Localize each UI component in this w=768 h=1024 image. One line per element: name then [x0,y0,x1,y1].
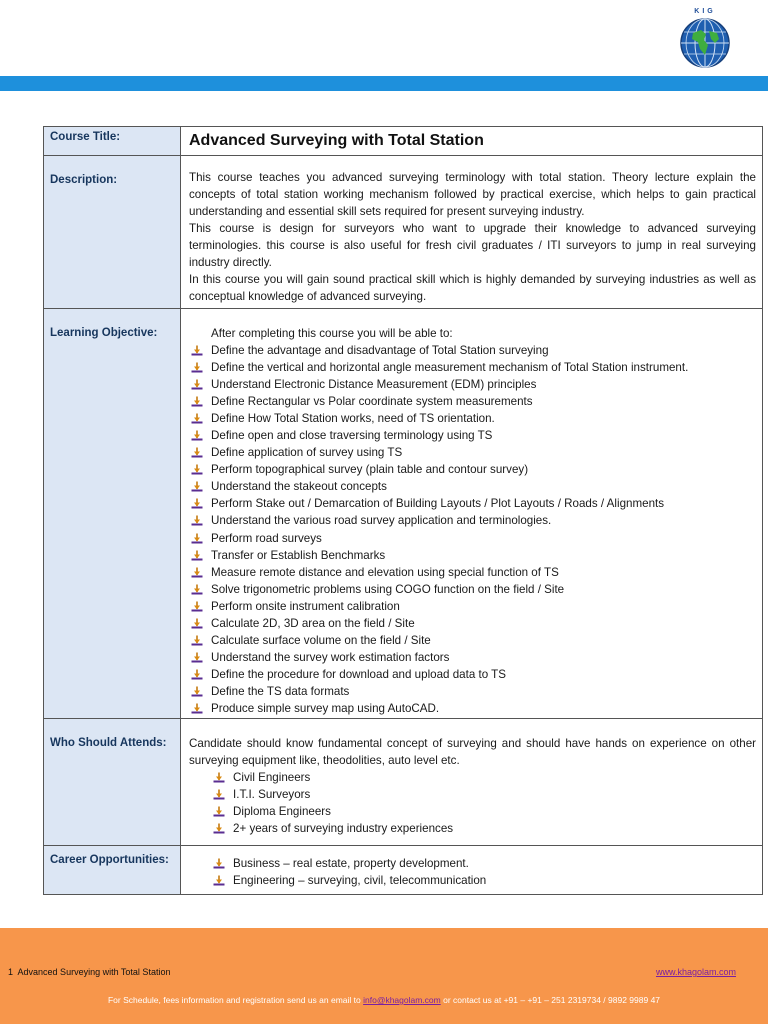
arrow-bullet-icon [191,550,203,561]
objective-intro: After completing this course you will be able to: [211,327,453,340]
row-learning-objective [44,309,763,719]
row-who-should-attend [44,719,763,846]
objective-item [189,342,756,359]
arrow-bullet-icon [191,447,203,458]
footer-doc-title: Advanced Surveying with Total Station [17,967,171,977]
arrow-bullet-icon [213,823,225,834]
objective-item-text: Transfer or Establish Benchmarks [211,548,386,562]
arrow-bullet-icon [213,789,225,800]
contact-prefix: For Schedule, fees information and registration send us an email to [107,995,361,1005]
arrow-bullet-icon [191,464,203,475]
objective-item [189,512,756,529]
attendee-item [211,769,756,786]
objective-item [189,530,756,547]
footer-contact [0,995,768,1005]
objectives-list [189,342,756,717]
globe-icon [679,17,731,69]
logo-text: KIG [694,8,716,15]
objective-item-text: Define application of survey using TS [211,446,403,460]
objective-item [189,615,756,632]
objective-item [189,359,756,376]
arrow-bullet-icon [213,806,225,817]
objective-item [189,700,756,717]
objective-item-text: Define open and close traversing terminology using TS [211,429,493,443]
course-title-cell [181,127,763,156]
objective-item [189,444,756,461]
arrow-bullet-icon [213,875,225,886]
arrow-bullet-icon [191,413,203,424]
objective-item [189,683,756,700]
attendee-item [211,786,756,803]
objective-item-text: Understand the survey work estimation factors [211,650,450,664]
arrow-bullet-icon [191,567,203,578]
attendee-item-text: Civil Engineers [233,771,311,785]
arrow-bullet-icon [191,601,203,612]
objective-item [189,461,756,478]
objective-item-text: Understand the stakeout concepts [211,480,387,494]
arrow-bullet-icon [191,584,203,595]
objective-item-text: Measure remote distance and elevation using special function of TS [211,565,559,579]
arrow-bullet-icon [191,703,203,714]
objective-item-text: Produce simple survey map using AutoCAD. [211,701,440,715]
objective-item-text: Define Rectangular vs Polar coordinate system measurements [211,395,533,409]
objective-item [189,632,756,649]
contact-suffix: or contact us at +91 – +91 – 251 2319734 / 9892 9989 47 [443,995,661,1005]
attend-intro: Candidate should know fundamental concept of surveying and should have hands on experience on other surveying equipment like, theodolities, auto level etc. [189,737,756,768]
footer-title [8,967,170,977]
arrow-bullet-icon [191,396,203,407]
row-description [44,156,763,309]
objective-item-text: Understand the various road survey application and terminologies. [211,514,552,528]
objective-item [189,478,756,495]
objective-item-text: Define the advantage and disadvantage of Total Station surveying [211,344,549,357]
objective-item [189,564,756,581]
objective-item-text: Perform topographical survey (plain table and contour survey) [211,463,529,477]
objective-item-text: Understand Electronic Distance Measurement (EDM) principles [211,378,537,392]
page-number: 1 [8,967,14,977]
attendee-item [211,803,756,820]
objective-item-text: Define the vertical and horizontal angle measurement mechanism of Total Station instrument. [211,361,689,375]
objective-item-text: Solve trigonometric problems using COGO function on the field / Site [211,582,565,596]
arrow-bullet-icon [191,345,203,356]
objective-item [189,547,756,564]
who-should-attend-label: Who Should Attends: [44,719,181,846]
row-course-title [44,127,763,156]
objective-item [189,666,756,683]
header-band [0,76,768,91]
arrow-bullet-icon [191,481,203,492]
objective-item [189,427,756,444]
email-link[interactable]: info@khagolam.com [363,995,441,1005]
arrow-bullet-icon [213,858,225,869]
arrow-bullet-icon [191,618,203,629]
row-career [44,846,763,895]
company-logo [676,8,734,70]
attendee-item-text: I.T.I. Surveyors [233,788,311,802]
career-label: Career Opportunities: [44,846,181,895]
attendee-item [211,820,756,837]
career-item-text: Business – real estate, property development. [233,857,469,871]
arrow-bullet-icon [191,669,203,680]
objective-item [189,649,756,666]
arrow-bullet-icon [191,515,203,526]
learning-objective-cell [181,309,763,719]
objective-item [189,376,756,393]
career-cell [181,846,763,895]
objective-item [189,598,756,615]
page-footer [0,928,768,1024]
objective-item [189,581,756,598]
description-paragraph: This course teaches you advanced surveying terminology with total station. Theory lecture explain the concepts of total station working mechanism followed by practical exercise, which helps to gain practical understanding and essential skill sets required for present surveying industry. [189,171,756,218]
arrow-bullet-icon [191,430,203,441]
objective-item [189,393,756,410]
objective-item-text: Perform road surveys [211,531,322,545]
course-table [43,126,763,895]
career-item [211,872,756,889]
arrow-bullet-icon [191,652,203,663]
career-item-text: Engineering – surveying, civil, telecommunication [233,874,487,888]
attendee-item-text: Diploma Engineers [233,805,331,819]
course-title: Advanced Surveying with Total Station [189,132,484,149]
description-paragraph: This course is design for surveyors who want to upgrade their knowledge to advanced surveying terminologies. this course is also useful for fresh civil graduates / ITI surveyors to jump in real surveying industry directly. [189,222,756,269]
description-paragraph: In this course you will gain sound practical skill which is highly demanded by surveying industries as well as conceptual knowledge of advanced surveying. [189,273,756,303]
objective-item-text: Define How Total Station works, need of TS orientation. [211,412,495,426]
objective-item-text: Define the TS data formats [211,684,350,698]
objective-item-text: Calculate 2D, 3D area on the field / Site [211,616,415,630]
arrow-bullet-icon [191,362,203,373]
objective-item-text: Perform Stake out / Demarcation of Building Layouts / Plot Layouts / Roads / Alignments [211,497,665,511]
objective-item-text: Perform onsite instrument calibration [211,599,400,613]
description-cell [181,156,763,309]
arrow-bullet-icon [191,379,203,390]
arrow-bullet-icon [191,498,203,509]
objective-item-text: Calculate surface volume on the field / Site [211,633,431,647]
learning-objective-label: Learning Objective: [44,309,181,719]
objective-item [189,495,756,512]
attendee-item-text: 2+ years of surveying industry experiences [233,822,454,836]
objective-item-text: Define the procedure for download and upload data to TS [211,667,506,681]
objective-item [189,410,756,427]
description-label: Description: [44,156,181,309]
arrow-bullet-icon [191,635,203,646]
attendees-list [189,769,756,837]
careers-list [189,854,756,889]
career-item [211,855,756,872]
website-link[interactable]: www.khagolam.com [655,967,736,977]
arrow-bullet-icon [191,686,203,697]
arrow-bullet-icon [191,533,203,544]
course-title-label: Course Title: [44,127,181,156]
who-should-attend-cell [181,719,763,846]
arrow-bullet-icon [213,772,225,783]
